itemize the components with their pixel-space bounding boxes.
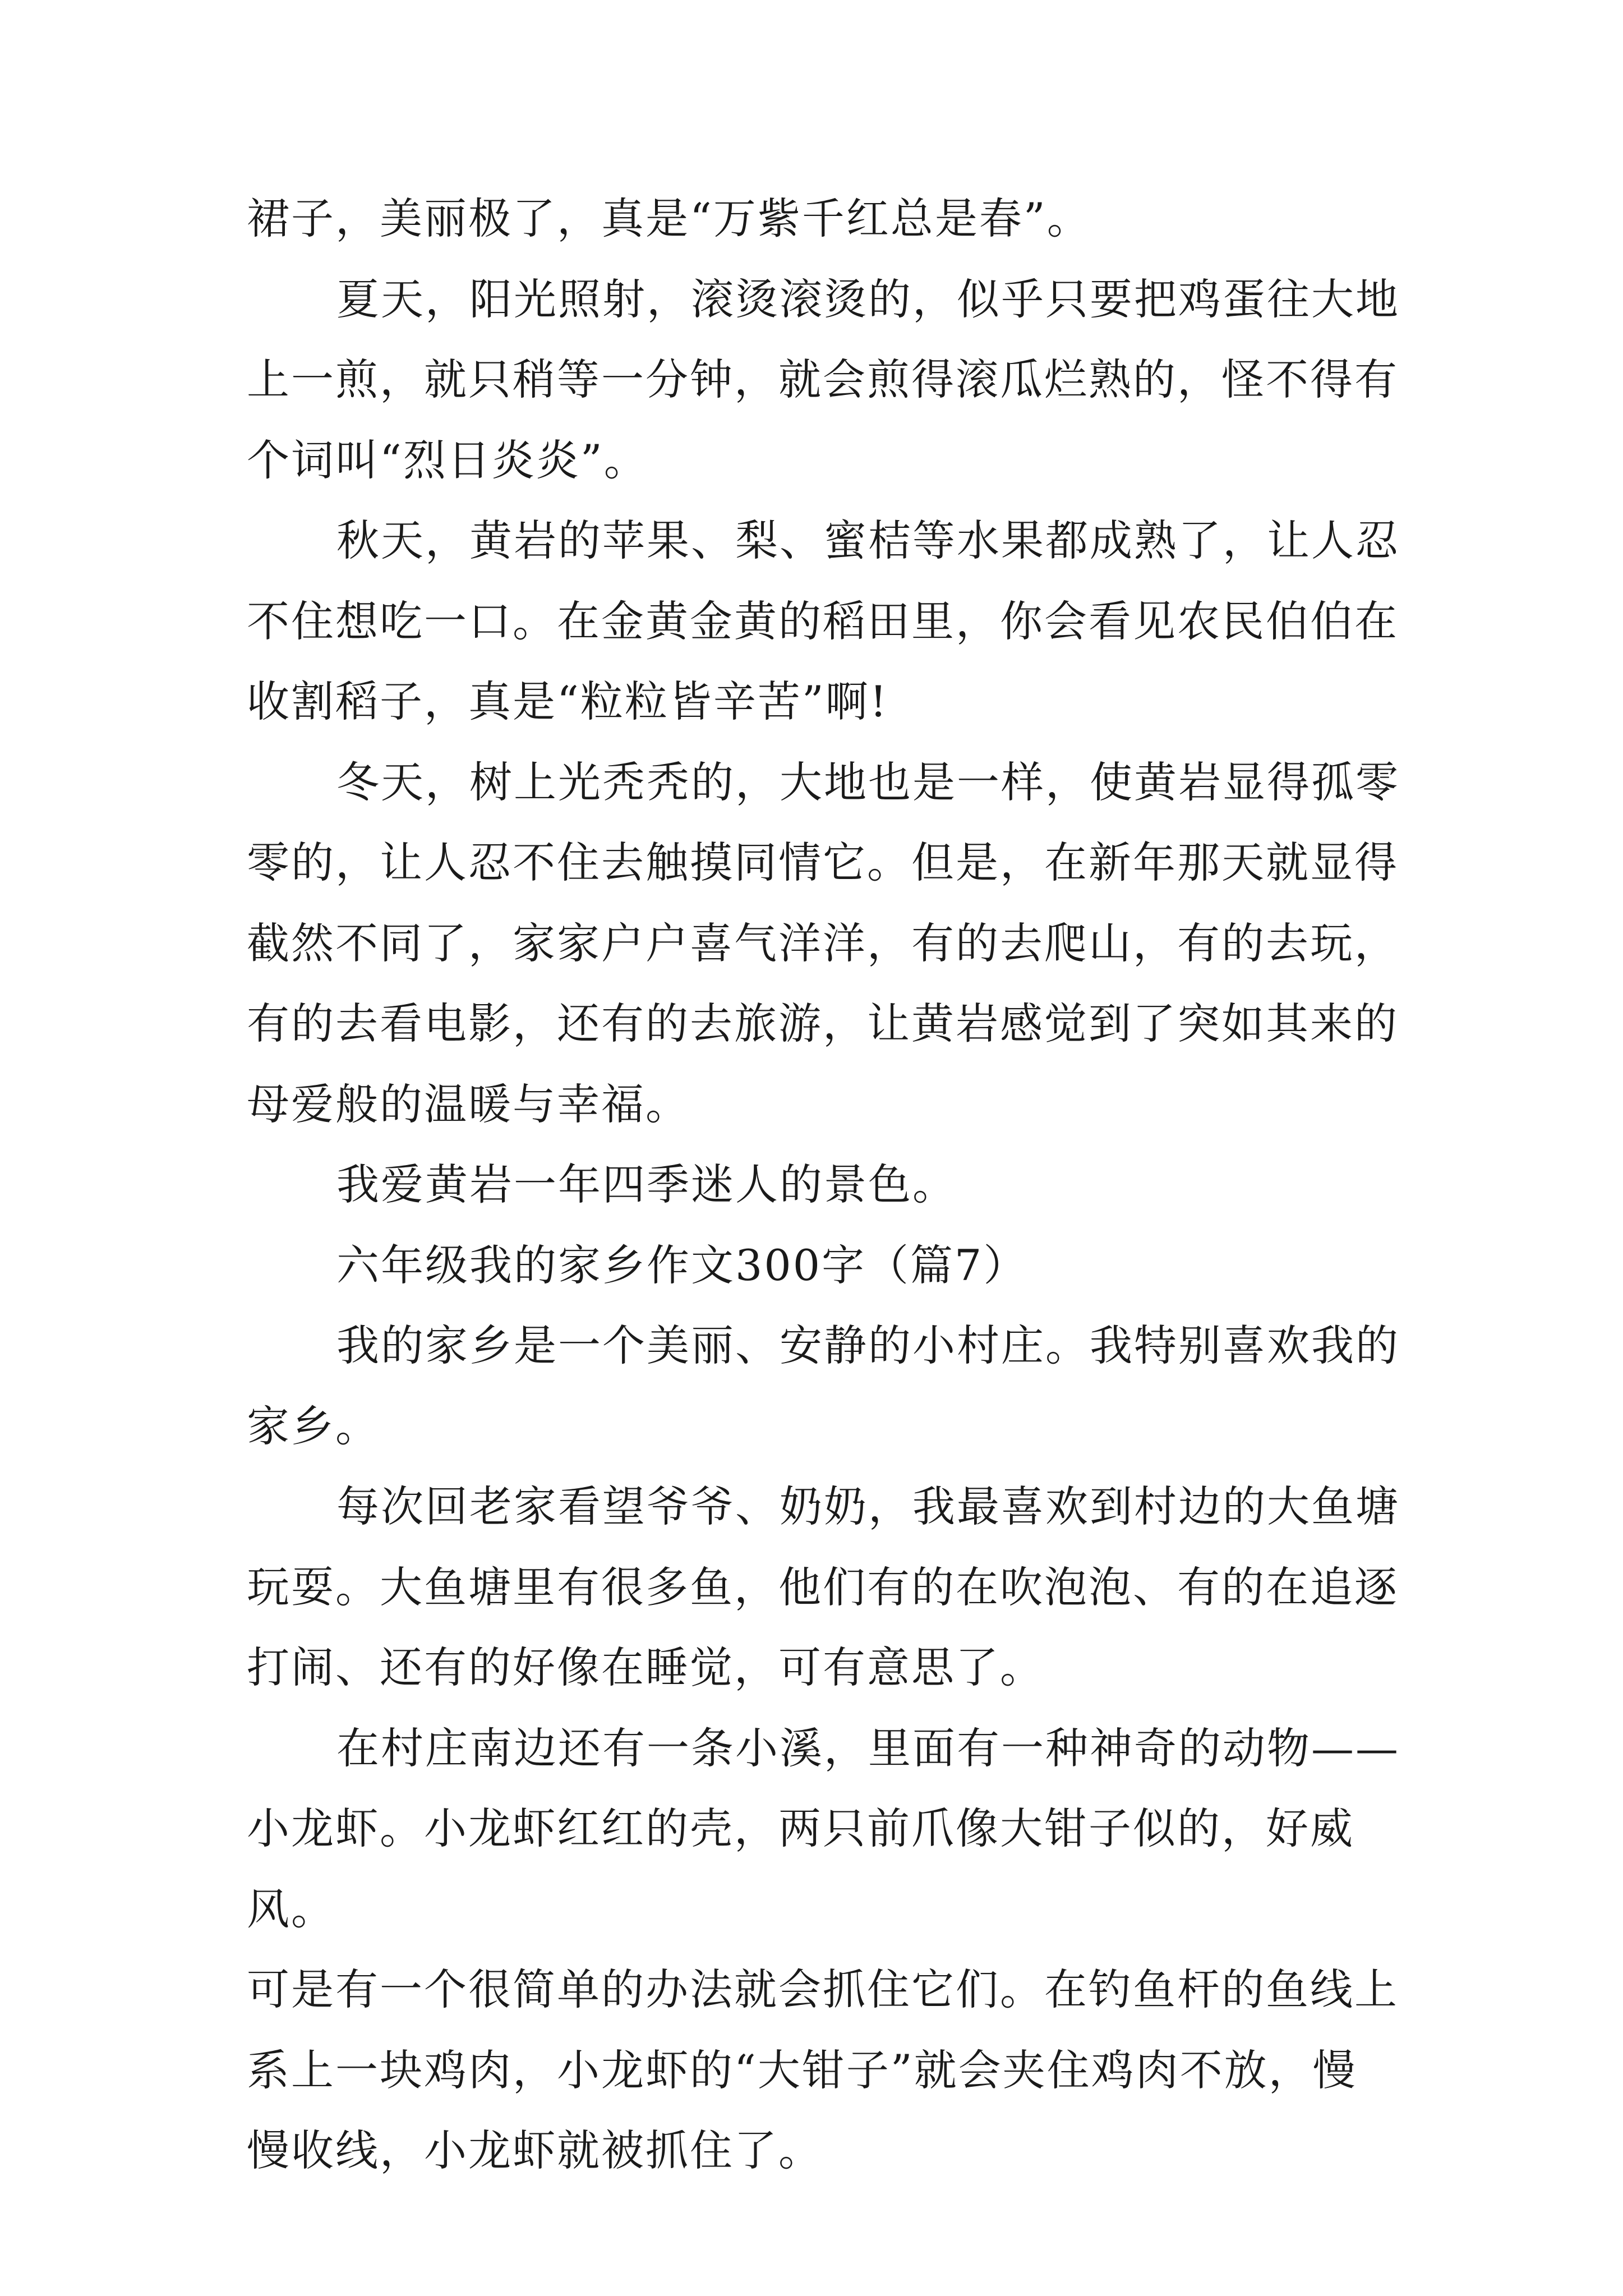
paragraph-1: 裙子，美丽极了，真是“万紫千红总是春”。 [247,194,1091,243]
essay-heading: 六年级我的家乡作文300字（篇7） [336,1240,1028,1290]
paragraph-3: 秋天，黄岩的苹果、梨、蜜桔等水果都成熟了，让人忍 不住想吃一口。在金黄金黄的稻田里，你会看见农民伯伯在 收割稻子，真是“粒粒皆辛苦”啊! [247,516,1400,726]
document-body [247,178,1424,2191]
paragraph-7: 我的家乡是一个美丽、安静的小村庄。我特别喜欢我的 家乡。 [247,1320,1400,1451]
paragraph-4: 冬天，树上光秃秃的，大地也是一样，使黄岩显得孤零 零的，让人忍不住去触摸同情它。但是，在新年那天就显得 截然不同了，家家户户喜气洋洋，有的去爬山，有的去玩， 有的去看电影，还有的去旅游，让黄岩感觉到了突如其来的 母爱般的温暖与幸福。 [247,757,1400,1129]
paragraph-9: 在村庄南边还有一条小溪，里面有一种神奇的动物—— 小龙虾。小龙虾红红的壳，两只前爪像大钳子似的，好威风。 可是有一个很简单的办法就会抓住它们。在钓鱼杆的鱼线上 系上一块鸡肉，小龙虾的“大钳子”就会夹住鸡肉不放，慢 慢收线，小龙虾就被抓住了。 [247,1723,1400,2175]
paragraph-8: 每次回老家看望爷爷、奶奶，我最喜欢到村边的大鱼塘 玩耍。大鱼塘里有很多鱼，他们有的在吹泡泡、有的在追逐 打闹、还有的好像在睡觉，可有意思了。 [247,1481,1400,1692]
paragraph-5: 我爱黄岩一年四季迷人的景色。 [336,1159,957,1209]
paragraph-2: 夏天，阳光照射，滚烫滚烫的，似乎只要把鸡蛋往大地 上一煎，就只稍等一分钟，就会煎得滚瓜烂熟的，怪不得有 个词叫“烈日炎炎”。 [247,274,1400,485]
